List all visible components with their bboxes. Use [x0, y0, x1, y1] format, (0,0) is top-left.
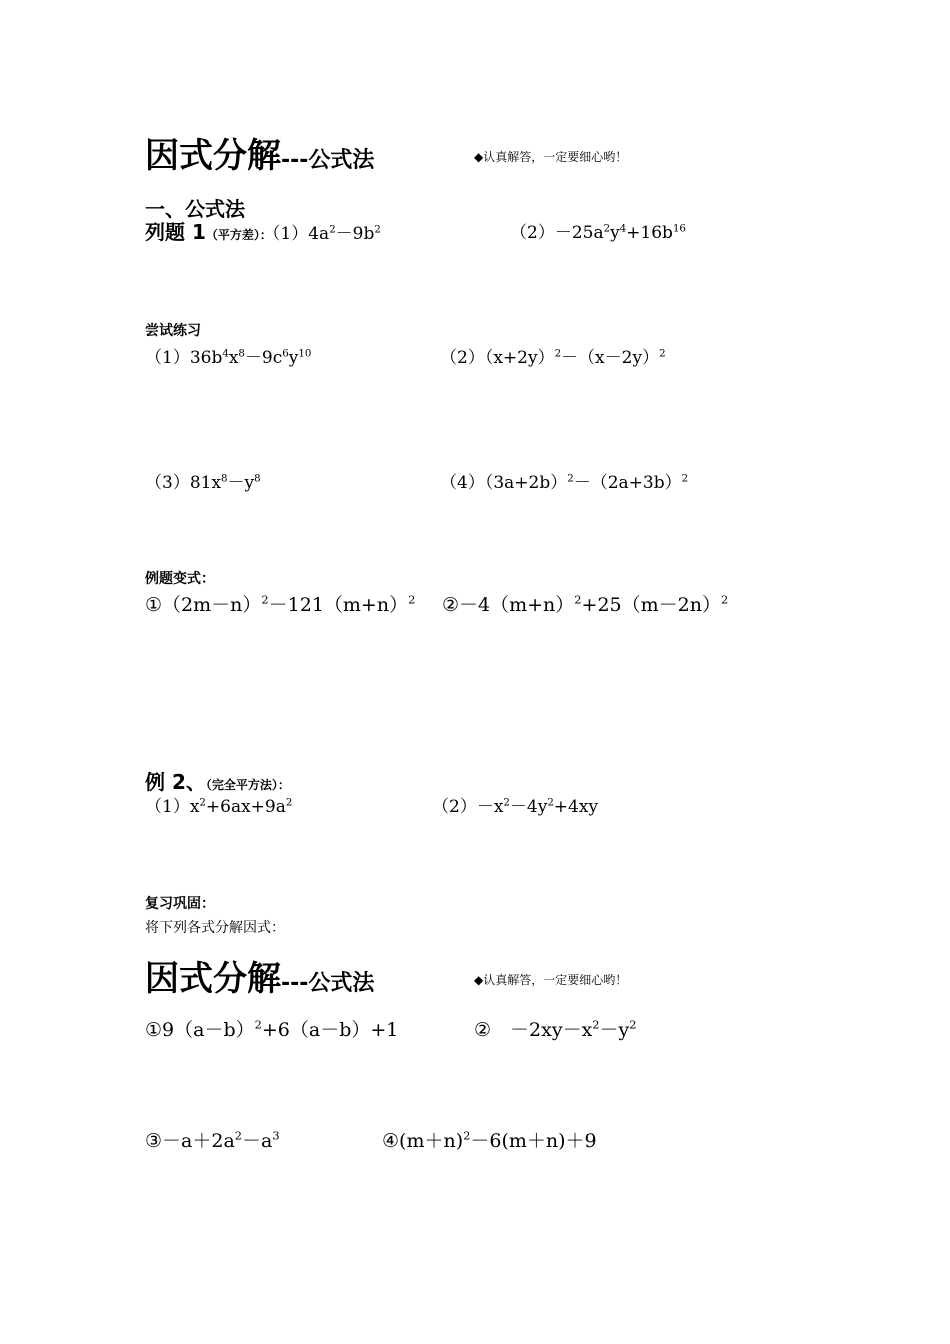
example1-label: 列题 1	[145, 220, 206, 244]
example1-item1: $(1)4a^2-9b^2$	[271, 224, 381, 244]
title2-main: 因式分解	[145, 959, 281, 999]
title-suffix: ---公式法	[281, 148, 375, 173]
practice-item4: $(4)(3a+2b)^2-(2a+3b)^2$	[440, 473, 689, 493]
variant-heading: 例题变式：	[145, 571, 215, 587]
section-heading: 一、公式法	[145, 197, 245, 221]
example2-item2: $(2)-x^2-4y^2+4xy$	[432, 797, 599, 817]
practice-item1: $(1)36b^4x^8-9c^6y^{10}$	[145, 348, 312, 368]
final-item2: ② $-2xy-x^2-y^2$	[474, 1017, 637, 1041]
example1-item2: $(2)-25a^2y^4+16b^{16}$	[510, 223, 686, 243]
title2-suffix: ---公式法	[281, 971, 375, 996]
review-instruction: 将下列各式分解因式：	[145, 920, 285, 936]
page-title-2	[145, 951, 374, 1000]
practice-heading: 尝试练习	[145, 323, 201, 339]
variant-item1: $①(2m-n)^2-121(m+n)^2$	[145, 592, 416, 616]
review-heading: 复习巩固：	[145, 896, 215, 912]
final-item4: $④(m+n)^2-6(m+n)+9$	[382, 1128, 597, 1152]
final-item1: $①9(a-b)^2+6(a-b)+1$	[145, 1017, 399, 1041]
variant-item2: $②-4(m+n)^2+25(m-2n)^2$	[442, 592, 729, 616]
example1-hint: （平方差）：	[205, 228, 272, 242]
example2-hint: （完全平方法）：	[205, 778, 290, 792]
example2-label: 例 2、	[145, 770, 206, 794]
example2-heading	[145, 766, 290, 795]
title-main: 因式分解	[145, 136, 281, 176]
practice-item2: $(2)(x+2y)^2-(x-2y)^2$	[440, 348, 666, 368]
title-note: ◆认真解答，一定要细心哟！	[474, 150, 628, 164]
page-title	[145, 128, 374, 177]
title2-note: ◆认真解答，一定要细心哟！	[474, 973, 628, 987]
example1-line	[145, 216, 381, 245]
example2-item1: $(1)x^2+6ax+9a^2$	[145, 797, 293, 817]
final-item3: $③-a+2a^2-a^3$	[145, 1128, 280, 1152]
practice-item3: $(3)81x^8-y^8$	[145, 473, 261, 493]
